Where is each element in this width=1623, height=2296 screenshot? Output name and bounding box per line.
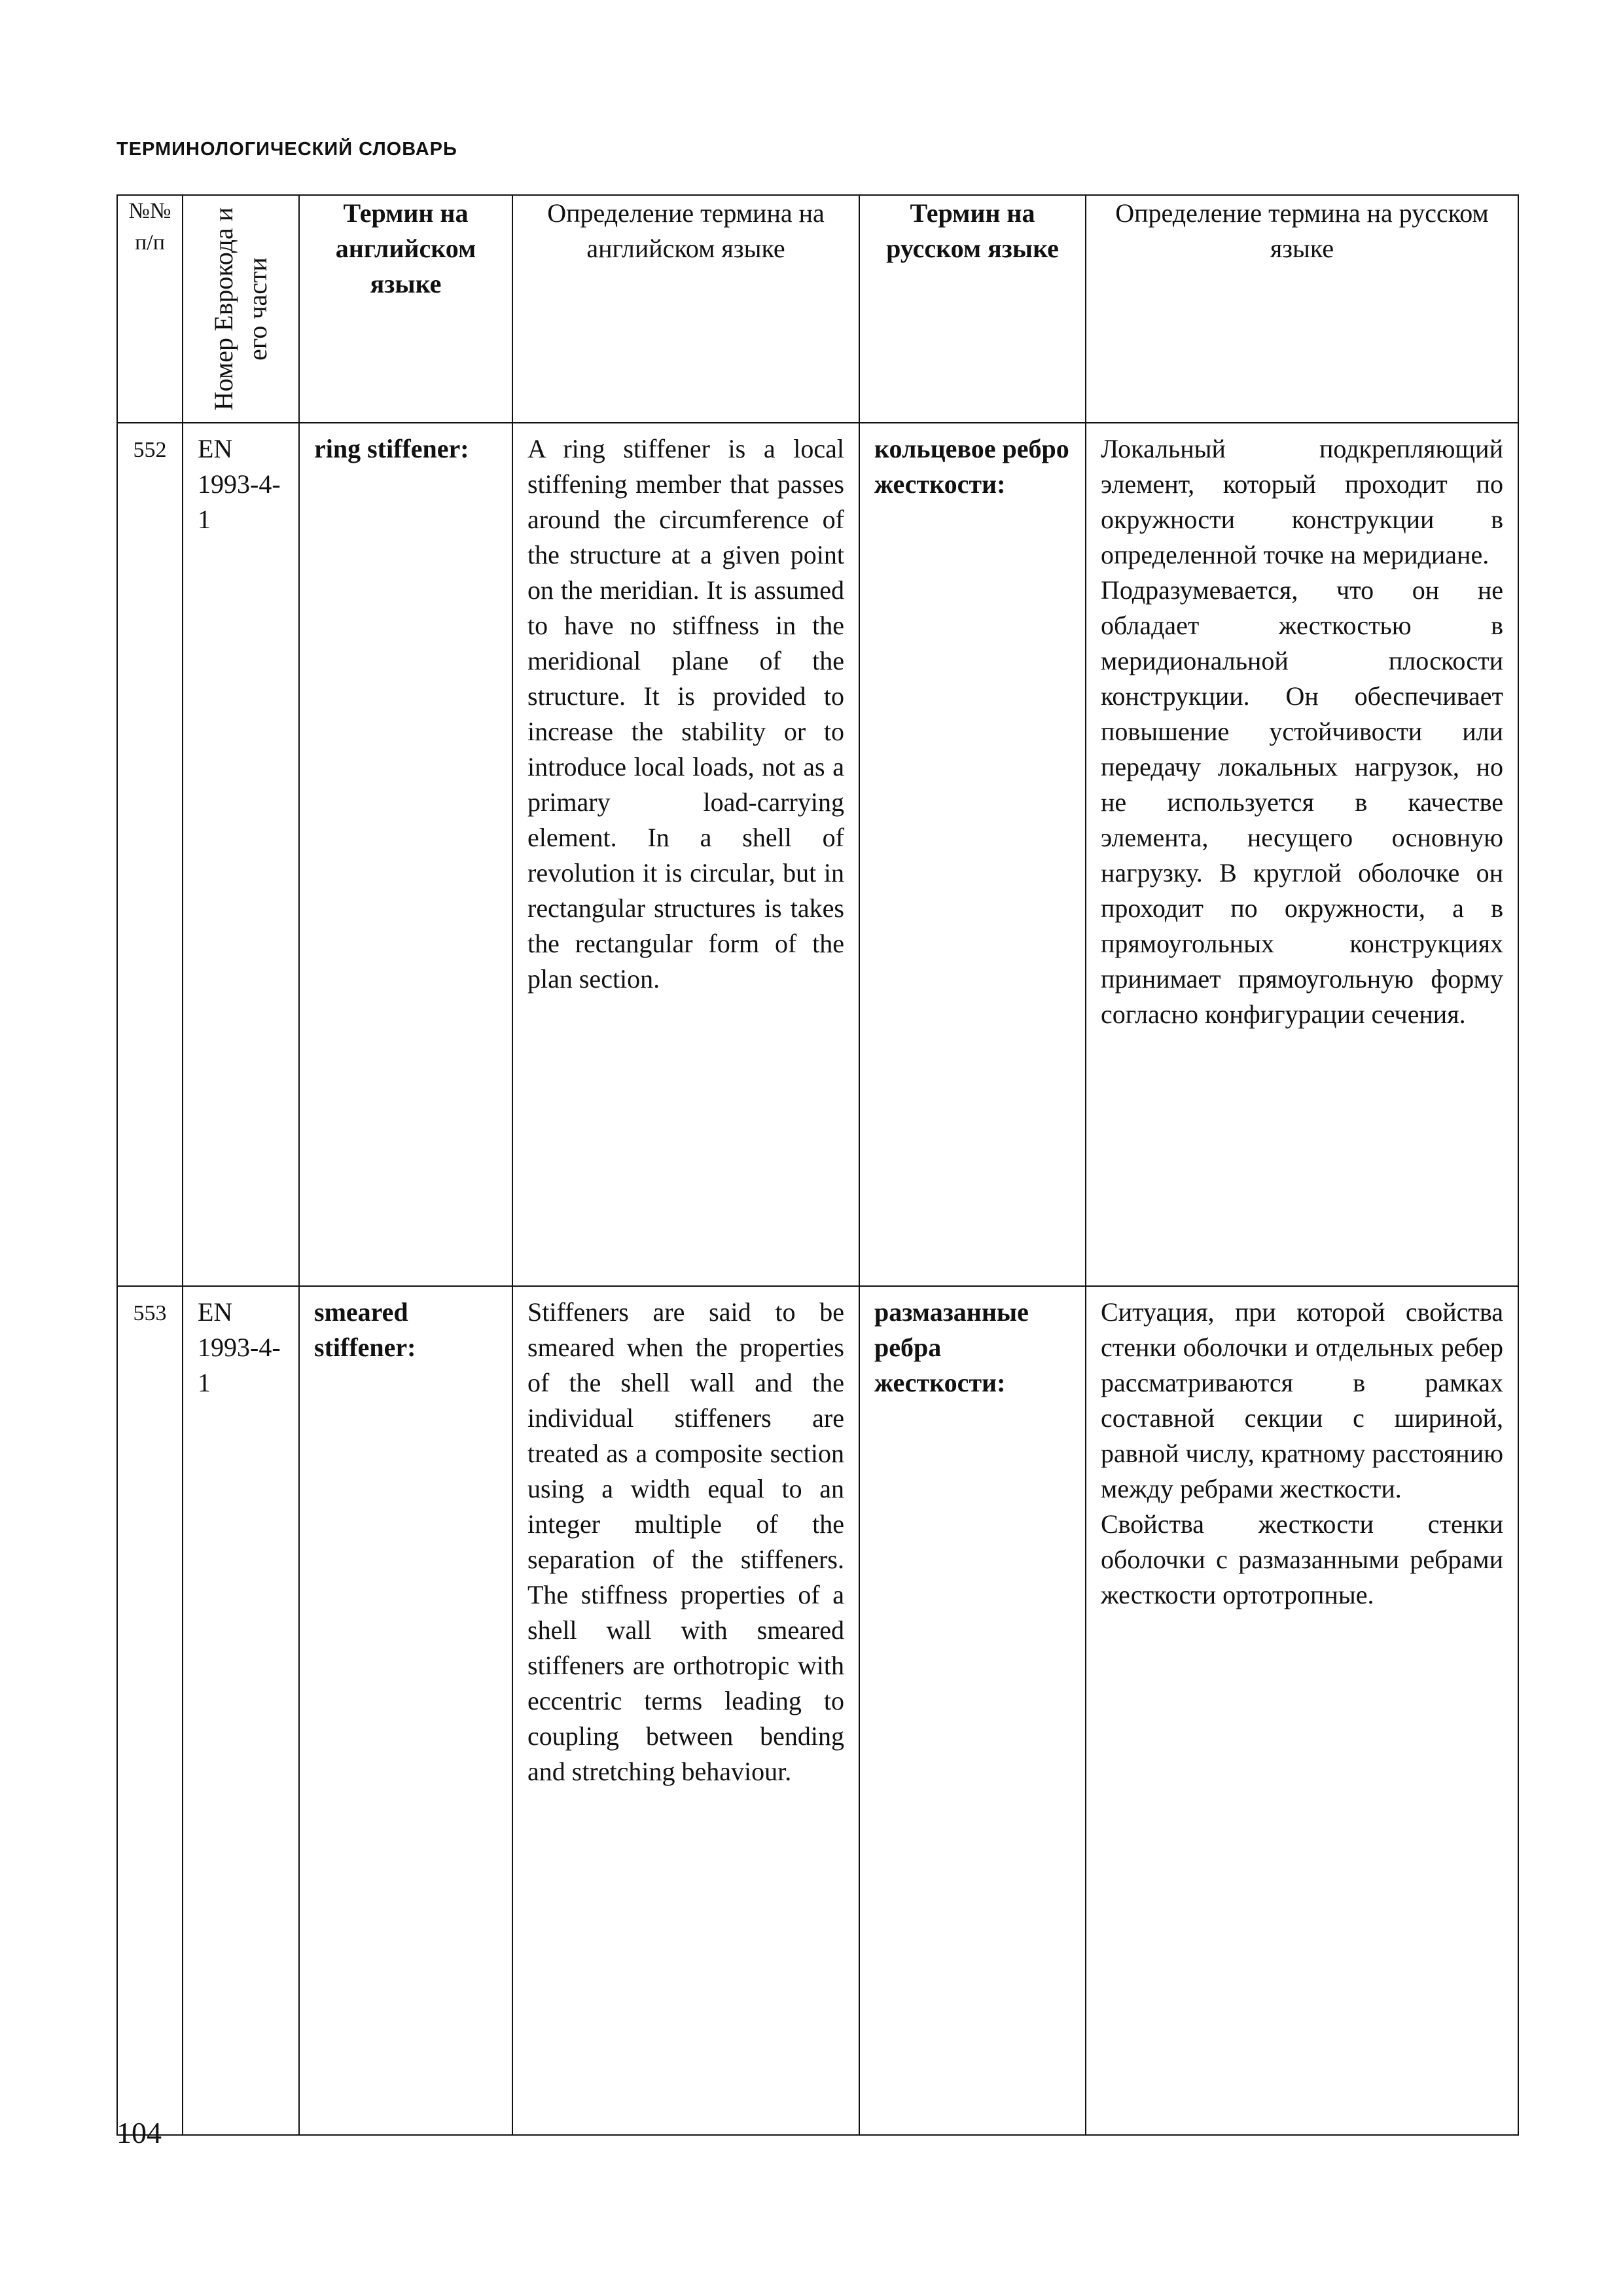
eurocode-ref: EN 1993-4-1 bbox=[183, 1286, 299, 2135]
header-def-en: Определение термина на английском языке bbox=[512, 195, 859, 423]
definition-ru-paragraph: Подразумевается, что он не обладает жесткостью в меридиональной плоскости конструкции. Он обеспечивает повышение устойчивости или передачу локальных нагрузок, но не используется в качестве элемента, несущего основную нагрузку. В круглой оболочке он проходит по окружности, а в прямоугольных конструкциях принимает прямоугольную форму согласно конфигурации сечения. bbox=[1101, 575, 1503, 1029]
definition-ru-paragraph: Свойства жесткости стенки оболочки с размазанными ребрами жесткости ортотропные. bbox=[1101, 1509, 1503, 1609]
definition-en: Stiffeners are said to be smeared when the properties of the shell wall and the individual stiffeners are treated as a composite section using a width equal to an integer multiple of the separation of the stiffeners. The stiffness properties of a shell wall with smeared stiffeners are orthotropic with eccentric terms leading to coupling between bending and stretching behaviour. bbox=[512, 1286, 859, 2135]
glossary-table bbox=[116, 194, 1519, 2136]
term-en: smeared stiffener: bbox=[299, 1286, 512, 2135]
header-eurocode-label: Номер Еврокода и его части bbox=[209, 207, 272, 411]
definition-ru bbox=[1086, 423, 1518, 1286]
header-term-en: Термин на английском языке bbox=[299, 195, 512, 423]
row-number: 553 bbox=[117, 1286, 183, 2135]
term-en: ring stiffener: bbox=[299, 423, 512, 1286]
term-ru: кольцевое ребро жесткости: bbox=[859, 423, 1086, 1286]
header-row bbox=[117, 195, 1518, 423]
table-row bbox=[117, 1286, 1518, 2135]
page-number: 104 bbox=[116, 2116, 162, 2149]
header-term-ru: Термин на русском языке bbox=[859, 195, 1086, 423]
definition-ru-paragraph: Локальный подкрепляющий элемент, который проходит по окружности конструкции в определенной точке на меридиане. bbox=[1101, 434, 1503, 569]
table-row bbox=[117, 423, 1518, 1286]
header-eurocode bbox=[183, 195, 299, 423]
definition-ru bbox=[1086, 1286, 1518, 2135]
definition-en: A ring stiffener is a local stiffening member that passes around the circumference of the structure at a given point on the meridian. It is assumed to have no stiffness in the meridional plane of the structure. It is provided to increase the stability or to introduce local loads, not as a primary load-carrying element. In a shell of revolution it is circular, but in rectangular structures is takes the rectangular form of the plan section. bbox=[512, 423, 859, 1286]
running-head: ТЕРМИНОЛОГИЧЕСКИЙ СЛОВАРЬ bbox=[116, 139, 457, 160]
definition-ru-paragraph: Ситуация, при которой свойства стенки оболочки и отдельных ребер рассматриваются в рамках составной секции с шириной, равной числу, кратному расстоянию между ребрами жесткости. bbox=[1101, 1297, 1503, 1503]
eurocode-ref: EN 1993-4-1 bbox=[183, 423, 299, 1286]
row-number: 552 bbox=[117, 423, 183, 1286]
header-def-ru: Определение термина на русском языке bbox=[1086, 195, 1518, 423]
term-ru: размазанные ребра жесткости: bbox=[859, 1286, 1086, 2135]
header-num: №№ п/п bbox=[117, 195, 183, 423]
